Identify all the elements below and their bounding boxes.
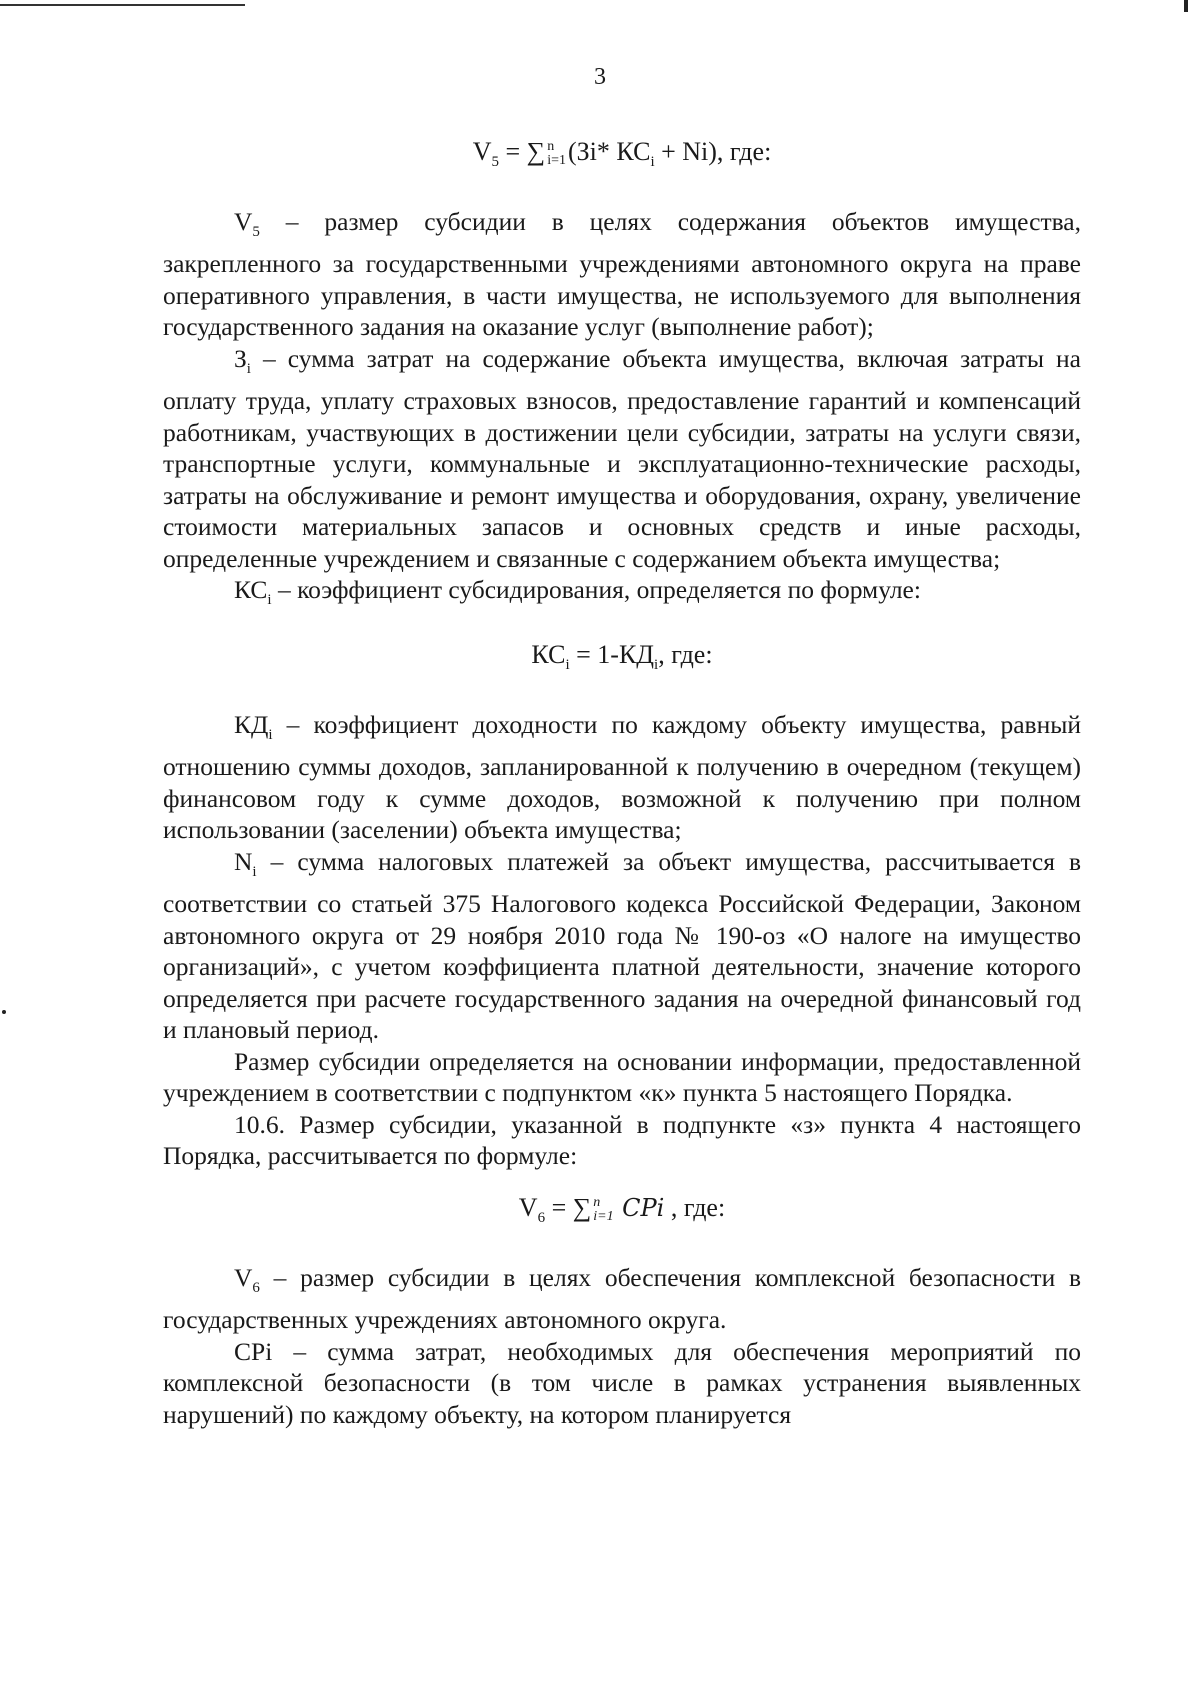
formula-v6-lhs: V xyxy=(518,1192,538,1222)
kc-term: КС xyxy=(234,575,268,605)
formula-kc-b-sub: i xyxy=(654,657,659,674)
page-number: 3 xyxy=(594,64,606,90)
formula-v5-body-a-sub: i xyxy=(650,154,655,171)
v6-term-sub: 6 xyxy=(252,1279,260,1296)
scan-top-line xyxy=(0,4,245,6)
paragraph-v6-definition xyxy=(163,1262,1081,1336)
scan-corner-mark xyxy=(1184,0,1188,12)
n-term: N xyxy=(234,846,253,876)
kd-term: КД xyxy=(234,709,269,739)
formula-v5-lower: i=1 xyxy=(547,153,566,169)
formula-v6-limits xyxy=(593,1196,613,1224)
formula-v6-sum: ∑ xyxy=(572,1192,592,1222)
paragraph-kc-definition xyxy=(163,574,1081,617)
formula-v6-tail: , где: xyxy=(664,1192,726,1222)
n-term-sub: i xyxy=(252,863,257,880)
paragraph-z-definition xyxy=(163,343,1081,575)
v5-term: V xyxy=(234,206,253,236)
n-text: – сумма налоговых платежей за объект имущества, рассчитывается в соответствии со статьей 375 Налогового кодекса Российской Федерации, Законом автономного округа от 29 ноября 2010 года № 190-оз «О налоге на имущество организаций», с учетом коэффициента платной деятельности, значение которого определяется при расчете государственного задания на очередной финансовый год и плановый период. xyxy=(163,846,1081,1045)
kc-text: – коэффициент субсидирования, определяется по формуле: xyxy=(271,575,921,605)
paragraph-kd-definition xyxy=(163,709,1081,846)
formula-kc-b: = 1-КД xyxy=(569,639,655,669)
v6-text: – размер субсидии в целях обеспечения комплексной безопасности в государственных учреждениях автономного округа. xyxy=(163,1262,1081,1335)
formula-v6-term: CPi xyxy=(622,1193,665,1222)
formula-kc-a: КС xyxy=(531,639,566,669)
document-body xyxy=(163,136,1081,1430)
kd-text: – коэффициент доходности по каждому объекту имущества, равный отношению суммы доходов, запланированной к получению в очередном (текущем) финансовом году к сумме доходов, возможной к получению при полном использовании (заселении) объекта имущества; xyxy=(163,709,1081,845)
paragraph-cpi-definition xyxy=(163,1336,1081,1431)
formula-v6-eq: = xyxy=(545,1192,573,1222)
formula-v6-upper: n xyxy=(593,1194,601,1210)
subsidy-size-text: Размер субсидии определяется на основании информации, предоставленной учреждением в соответствии с подпунктом «к» пункта 5 настоящего Порядка. xyxy=(163,1046,1081,1108)
paragraph-subsidy-size xyxy=(163,1046,1081,1109)
formula-kc-c: , где: xyxy=(658,639,713,669)
paragraph-10-6-text: 10.6. Размер субсидии, указанной в подпункте «з» пункта 4 настоящего Порядка, рассчитывается по формуле: xyxy=(163,1109,1081,1171)
formula-v5-eq: = xyxy=(498,137,527,166)
formula-v5-body-b: + Ni), где: xyxy=(654,137,772,166)
cpi-term: СРi xyxy=(234,1336,273,1366)
v6-term: V xyxy=(234,1262,253,1292)
formula-kc-a-sub: i xyxy=(565,657,570,674)
formula-v5 xyxy=(163,136,1081,206)
formula-kc xyxy=(163,617,1081,709)
formula-v5-limits xyxy=(547,140,566,168)
kd-term-sub: i xyxy=(268,726,273,743)
v5-text: – размер субсидии в целях содержания объектов имущества, закрепленного за государственными учреждениями автономного округа на праве оперативного управления, в части имущества, не используемого для выполнения государственного задания на оказание услуг (выполнение работ); xyxy=(163,206,1081,342)
formula-v5-upper: n xyxy=(547,139,555,155)
kc-term-sub: i xyxy=(267,592,272,609)
formula-v6-lower: i=1 xyxy=(593,1208,614,1224)
formula-v5-lhs: V xyxy=(472,137,492,166)
v5-term-sub: 5 xyxy=(252,223,260,240)
z-term-sub: i xyxy=(246,360,251,377)
formula-v5-sum: ∑ xyxy=(526,137,546,166)
paragraph-n-definition xyxy=(163,846,1081,1046)
formula-v5-body-a: (Зi* КС xyxy=(567,137,651,166)
formula-v6 xyxy=(163,1172,1081,1262)
formula-v5-lhs-sub: 5 xyxy=(491,154,499,171)
z-term: З xyxy=(234,343,247,373)
paragraph-v5-definition xyxy=(163,206,1081,343)
z-text: – сумма затрат на содержание объекта имущества, включая затраты на оплату труда, уплату страховых взносов, предоставление гарантий и компенсаций работникам, участвующих в достижении цели субсидии, затраты на услуги связи, транспортные услуги, коммунальные и эксплуатационно-технические расходы, затраты на обслуживание и ремонт имущества и оборудования, охрану, увеличение стоимости материальных запасов и основных средств и иные расходы, определенные учреждением и связанные с содержанием объекта имущества; xyxy=(163,343,1081,573)
formula-v6-lhs-sub: 6 xyxy=(537,1210,546,1227)
scan-side-dot xyxy=(2,1010,6,1014)
cpi-text: – сумма затрат, необходимых для обеспечения мероприятий по комплексной безопасности (в том числе в рамках устранения выявленных нарушений) по каждому объекту, на котором планируется xyxy=(163,1336,1081,1429)
paragraph-10-6 xyxy=(163,1109,1081,1172)
